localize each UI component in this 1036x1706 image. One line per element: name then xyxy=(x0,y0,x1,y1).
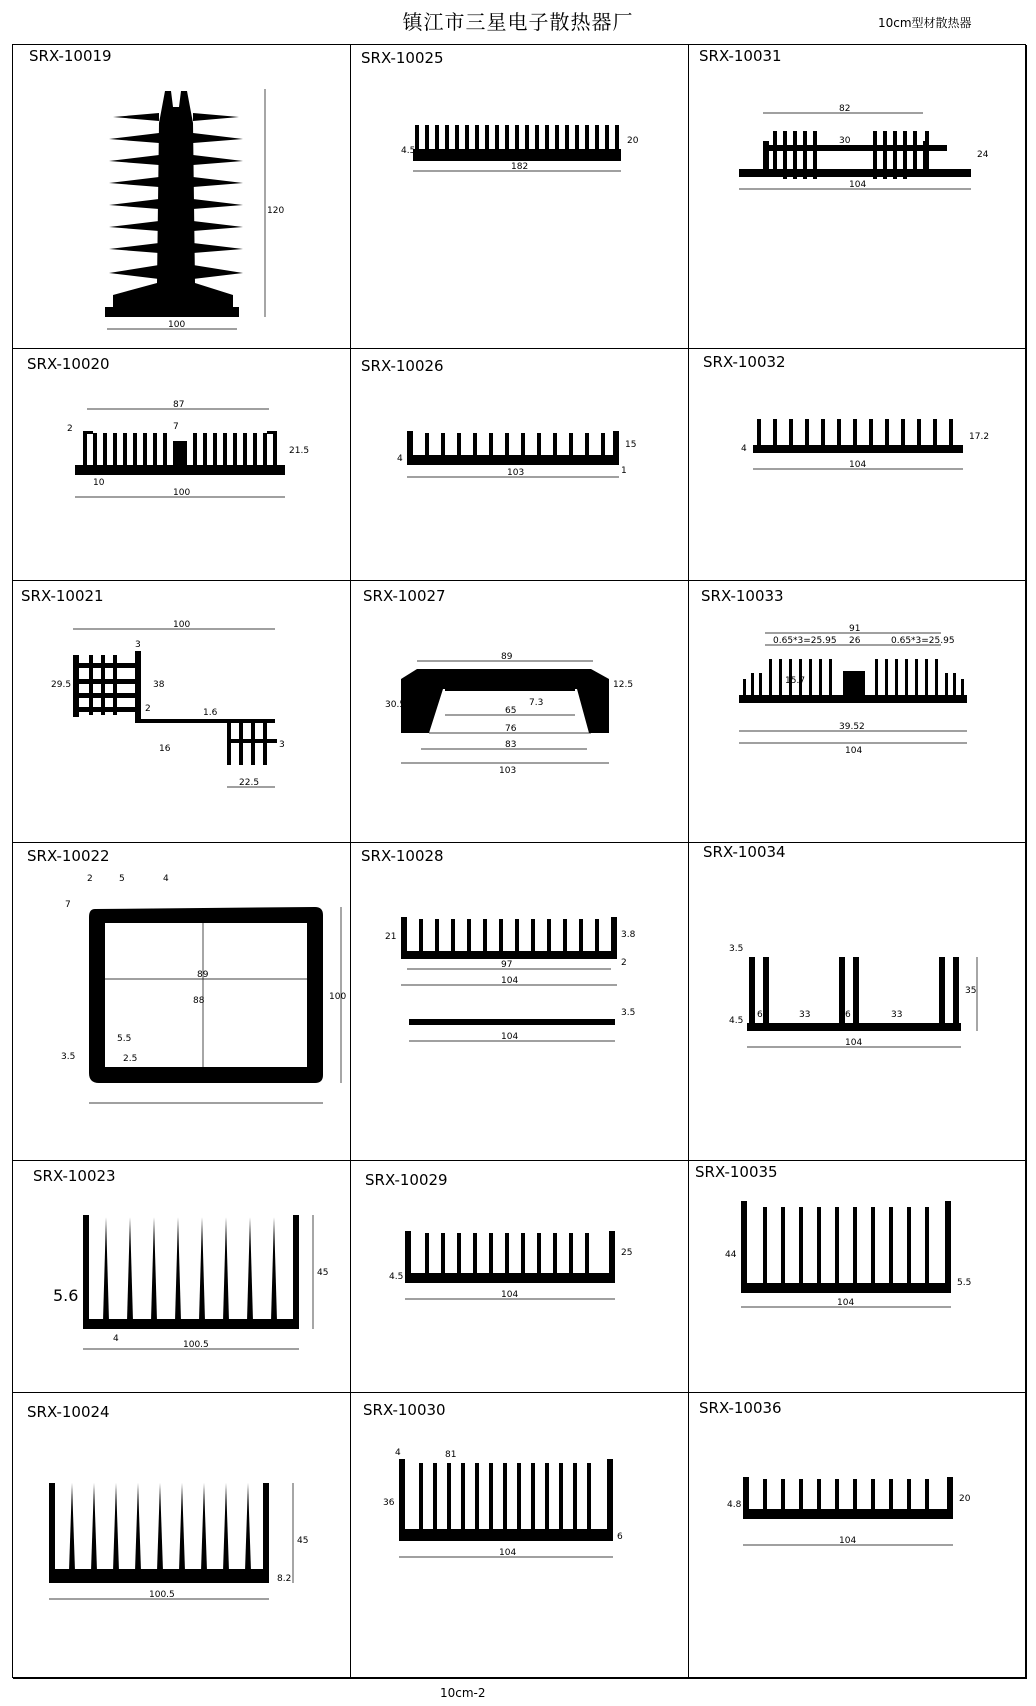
product-grid xyxy=(12,44,1026,1678)
category-label: 10cm型材散热器 xyxy=(878,16,972,30)
svg-text:81: 81 xyxy=(445,1450,457,1460)
svg-text:76: 76 xyxy=(505,724,517,734)
svg-text:33: 33 xyxy=(891,1010,903,1020)
product-cell-10023 xyxy=(13,1161,351,1393)
svg-text:2: 2 xyxy=(87,874,93,884)
svg-text:33: 33 xyxy=(799,1010,811,1020)
svg-text:4.5: 4.5 xyxy=(401,146,416,156)
product-code: SRX-10028 xyxy=(361,847,444,865)
svg-text:104: 104 xyxy=(837,1298,855,1308)
svg-text:20: 20 xyxy=(627,136,639,146)
svg-text:45: 45 xyxy=(297,1536,309,1546)
svg-text:2: 2 xyxy=(67,424,73,434)
svg-text:82: 82 xyxy=(839,104,851,114)
svg-text:2.5: 2.5 xyxy=(123,1054,138,1064)
product-cell-10022 xyxy=(13,843,351,1161)
svg-text:6: 6 xyxy=(757,1010,763,1020)
svg-text:4: 4 xyxy=(741,444,747,454)
product-cell-10032 xyxy=(689,349,1027,581)
svg-text:10: 10 xyxy=(93,478,105,488)
product-code: SRX-10033 xyxy=(701,587,784,605)
page-number: 10cm-2 xyxy=(440,1686,486,1700)
product-cell-10024 xyxy=(13,1393,351,1679)
product-code: SRX-10035 xyxy=(695,1163,778,1181)
product-code: SRX-10021 xyxy=(21,587,104,605)
svg-text:4.5: 4.5 xyxy=(389,1272,404,1282)
svg-text:7: 7 xyxy=(65,900,71,910)
product-code: SRX-10034 xyxy=(703,843,786,861)
heatsink-profile-drawing xyxy=(719,1471,989,1571)
svg-text:0.65*3=25.95: 0.65*3=25.95 xyxy=(891,636,955,646)
svg-text:0.65*3=25.95: 0.65*3=25.95 xyxy=(773,636,837,646)
svg-text:104: 104 xyxy=(849,180,867,190)
svg-text:3.5: 3.5 xyxy=(61,1052,76,1062)
svg-text:65: 65 xyxy=(505,706,517,716)
product-code: SRX-10029 xyxy=(365,1171,448,1189)
svg-text:8.2: 8.2 xyxy=(277,1574,292,1584)
svg-text:5: 5 xyxy=(119,874,125,884)
product-code: SRX-10027 xyxy=(363,587,446,605)
svg-text:103: 103 xyxy=(499,766,517,776)
svg-text:7: 7 xyxy=(173,422,179,432)
heatsink-profile-drawing xyxy=(719,937,989,1067)
product-cell-10028 xyxy=(351,843,689,1161)
svg-text:4: 4 xyxy=(113,1334,119,1344)
svg-text:3.5: 3.5 xyxy=(621,1008,636,1018)
svg-text:5.5: 5.5 xyxy=(117,1034,132,1044)
svg-text:16: 16 xyxy=(159,744,171,754)
svg-text:21.5: 21.5 xyxy=(289,446,310,456)
svg-text:5.5: 5.5 xyxy=(957,1278,972,1288)
product-cell-10029 xyxy=(351,1161,689,1393)
heatsink-profile-drawing xyxy=(43,621,333,791)
heatsink-profile-drawing xyxy=(719,1199,989,1319)
svg-text:1.6: 1.6 xyxy=(203,708,218,718)
svg-text:104: 104 xyxy=(499,1548,517,1558)
svg-text:20: 20 xyxy=(959,1494,971,1504)
heatsink-profile-drawing xyxy=(381,911,651,1061)
svg-text:89: 89 xyxy=(501,652,513,662)
svg-text:12.5: 12.5 xyxy=(613,680,634,690)
product-cell-10020 xyxy=(13,349,351,581)
product-cell-10031 xyxy=(689,45,1027,349)
svg-text:6: 6 xyxy=(617,1532,623,1542)
svg-text:100: 100 xyxy=(173,620,191,630)
svg-text:44: 44 xyxy=(725,1250,737,1260)
heatsink-profile-drawing xyxy=(709,619,1009,769)
svg-text:3: 3 xyxy=(135,640,141,650)
svg-text:100.5: 100.5 xyxy=(149,1590,175,1600)
svg-text:1: 1 xyxy=(621,466,627,476)
svg-text:25: 25 xyxy=(621,1248,633,1258)
heatsink-profile-drawing xyxy=(33,1463,333,1633)
svg-text:39.52: 39.52 xyxy=(839,722,865,732)
svg-text:4.5: 4.5 xyxy=(729,1016,744,1026)
svg-text:3.5: 3.5 xyxy=(729,944,744,954)
svg-text:6: 6 xyxy=(845,1010,851,1020)
svg-text:100: 100 xyxy=(168,320,186,330)
svg-text:104: 104 xyxy=(849,460,867,470)
product-cell-10034 xyxy=(689,843,1027,1161)
svg-text:4: 4 xyxy=(395,1448,401,1458)
heatsink-profile-drawing xyxy=(63,393,323,523)
product-cell-10026 xyxy=(351,349,689,581)
product-cell-10025 xyxy=(351,45,689,349)
svg-text:104: 104 xyxy=(501,1032,519,1042)
product-cell-10019 xyxy=(13,45,351,349)
product-code: SRX-10030 xyxy=(363,1401,446,1419)
svg-text:3: 3 xyxy=(279,740,285,750)
svg-text:5.6: 5.6 xyxy=(53,1286,79,1305)
svg-text:104: 104 xyxy=(845,746,863,756)
page-title: 镇江市三星电子散热器厂 xyxy=(402,10,634,34)
svg-text:88: 88 xyxy=(193,996,205,1006)
svg-text:30: 30 xyxy=(839,136,851,146)
heatsink-profile-drawing xyxy=(385,1221,645,1321)
heatsink-profile-drawing xyxy=(381,621,651,811)
svg-text:2: 2 xyxy=(145,704,151,714)
heatsink-profile-drawing xyxy=(397,415,647,505)
svg-text:100: 100 xyxy=(329,992,347,1002)
svg-text:26: 26 xyxy=(849,636,861,646)
svg-text:29.5: 29.5 xyxy=(51,680,72,690)
svg-text:120: 120 xyxy=(267,206,285,216)
svg-text:104: 104 xyxy=(501,1290,519,1300)
product-cell-10021 xyxy=(13,581,351,843)
product-code: SRX-10019 xyxy=(29,47,112,65)
svg-text:21: 21 xyxy=(385,932,397,942)
svg-text:104: 104 xyxy=(501,976,519,986)
svg-text:36: 36 xyxy=(383,1498,395,1508)
heatsink-profile-drawing xyxy=(401,119,641,199)
product-code: SRX-10022 xyxy=(27,847,110,865)
product-cell-10030 xyxy=(351,1393,689,1679)
svg-text:17.2: 17.2 xyxy=(969,432,990,442)
svg-text:100: 100 xyxy=(173,488,191,498)
product-code: SRX-10036 xyxy=(699,1399,782,1417)
product-code: SRX-10025 xyxy=(361,49,444,67)
svg-text:89: 89 xyxy=(197,970,209,980)
svg-text:15: 15 xyxy=(625,440,637,450)
svg-text:97: 97 xyxy=(501,960,513,970)
heatsink-profile-drawing xyxy=(739,101,999,211)
svg-text:4.8: 4.8 xyxy=(727,1500,742,1510)
svg-text:87: 87 xyxy=(173,400,185,410)
svg-text:103: 103 xyxy=(507,468,525,478)
svg-text:3.8: 3.8 xyxy=(621,930,636,940)
svg-text:7.3: 7.3 xyxy=(529,698,544,708)
heatsink-profile-drawing xyxy=(53,1201,333,1371)
product-code: SRX-10026 xyxy=(361,357,444,375)
svg-text:2: 2 xyxy=(621,958,627,968)
svg-text:182: 182 xyxy=(511,162,529,172)
svg-text:15.7: 15.7 xyxy=(785,676,806,686)
svg-text:104: 104 xyxy=(845,1038,863,1048)
product-code: SRX-10023 xyxy=(33,1167,116,1185)
product-code: SRX-10031 xyxy=(699,47,782,65)
product-cell-10033 xyxy=(689,581,1027,843)
product-cell-10035 xyxy=(689,1161,1027,1393)
svg-text:104: 104 xyxy=(839,1536,857,1546)
svg-text:22.5: 22.5 xyxy=(239,778,260,788)
svg-text:45: 45 xyxy=(317,1268,329,1278)
svg-text:91: 91 xyxy=(849,624,861,634)
product-cell-10027 xyxy=(351,581,689,843)
heatsink-profile-drawing xyxy=(53,863,347,1143)
svg-text:4: 4 xyxy=(397,454,403,464)
heatsink-profile-drawing xyxy=(737,409,997,499)
svg-text:100.5: 100.5 xyxy=(183,1340,209,1350)
product-code: SRX-10032 xyxy=(703,353,786,371)
heatsink-profile-drawing xyxy=(93,83,293,339)
svg-text:24: 24 xyxy=(977,150,989,160)
svg-text:83: 83 xyxy=(505,740,517,750)
svg-text:30.5: 30.5 xyxy=(385,700,406,710)
svg-text:4: 4 xyxy=(163,874,169,884)
product-code: SRX-10024 xyxy=(27,1403,110,1421)
product-cell-10036 xyxy=(689,1393,1027,1679)
svg-text:35: 35 xyxy=(965,986,977,996)
heatsink-profile-drawing xyxy=(381,1439,651,1579)
product-code: SRX-10020 xyxy=(27,355,110,373)
svg-text:38: 38 xyxy=(153,680,165,690)
